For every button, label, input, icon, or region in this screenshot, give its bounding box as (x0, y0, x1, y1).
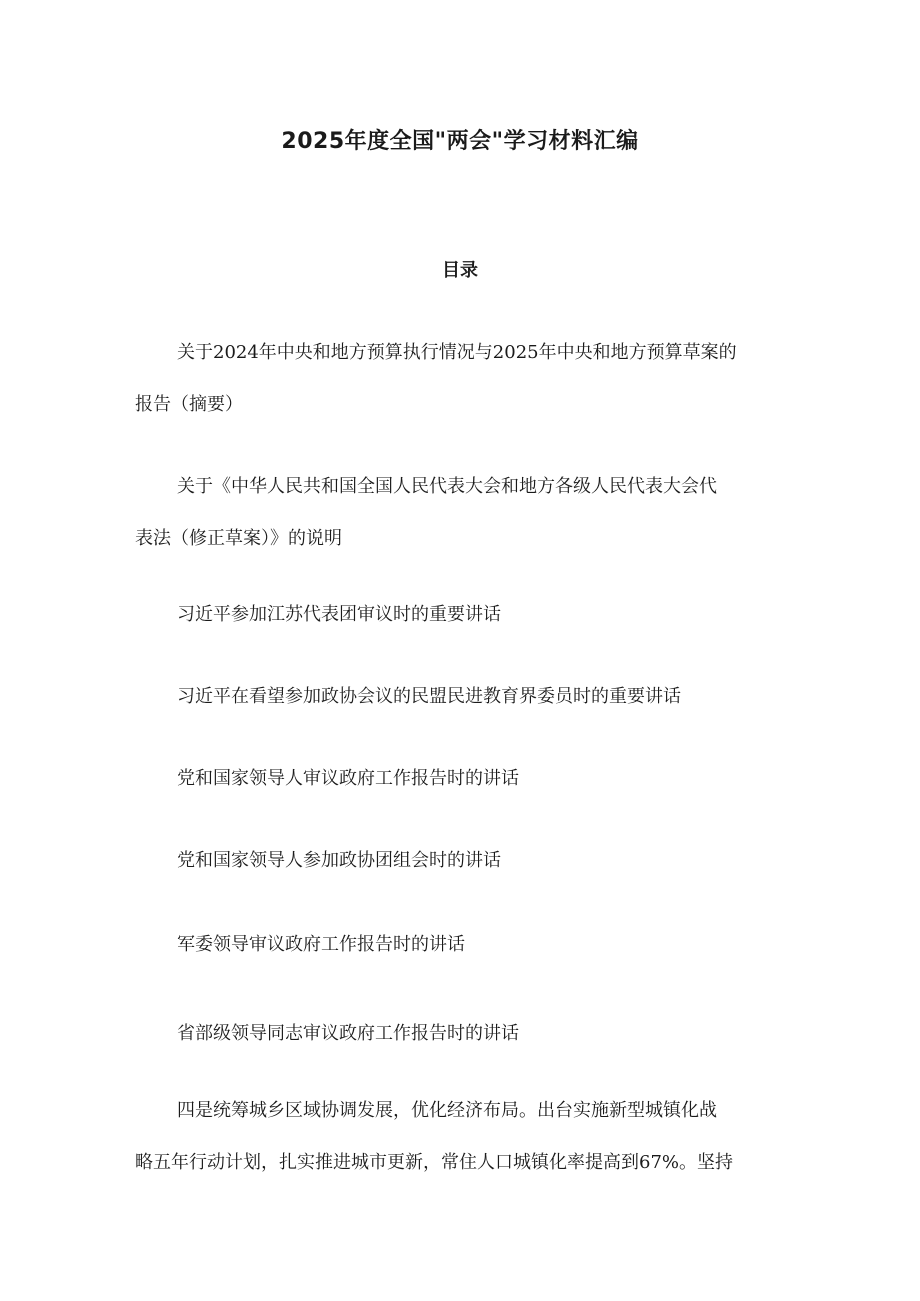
toc-entry-military-commission (135, 919, 790, 971)
toc-entry-line: 关于2024年中央和地方预算执行情况与2025年中央和地方预算草案的 (177, 342, 737, 363)
toc-entry-line: 省部级领导同志审议政府工作报告时的讲话 (177, 1023, 519, 1044)
toc-entry-line: 表法（修正草案）》的说明 (135, 528, 342, 549)
toc-entry-line: 党和国家领导人审议政府工作报告时的讲话 (177, 768, 519, 789)
toc-entry-jiangsu-speech (135, 589, 790, 641)
toc-entry-line: 习近平在看望参加政协会议的民盟民进教育界委员时的重要讲话 (177, 686, 681, 707)
body-line: 略五年行动计划，扎实推进城市更新，常住人口城镇化率提高到67%。坚持 (135, 1152, 734, 1173)
toc-entry-provincial-leaders (135, 1008, 790, 1060)
body-paragraph (135, 1085, 790, 1189)
toc-heading: 目录 (442, 260, 478, 281)
toc-entry-line: 关于《中华人民共和国全国人民代表大会和地方各级人民代表大会代 (177, 476, 717, 497)
document-title: 2025年度全国"两会"学习材料汇编 (281, 129, 639, 154)
body-line: 四是统筹城乡区域协调发展，优化经济布局。出台实施新型城镇化战 (177, 1100, 717, 1121)
toc-entry-line: 军委领导审议政府工作报告时的讲话 (177, 934, 465, 955)
toc-entry-line: 报告（摘要） (135, 394, 243, 415)
toc-entry-budget-report (135, 327, 790, 431)
toc-entry-cppcc-visit-speech (135, 671, 790, 723)
toc-entry-leaders-review (135, 753, 790, 805)
toc-entry-line: 习近平参加江苏代表团审议时的重要讲话 (177, 604, 501, 625)
toc-entry-representative-law (135, 461, 790, 565)
toc-entry-line: 党和国家领导人参加政协团组会时的讲话 (177, 850, 501, 871)
toc-entry-leaders-cppcc-group (135, 835, 790, 887)
